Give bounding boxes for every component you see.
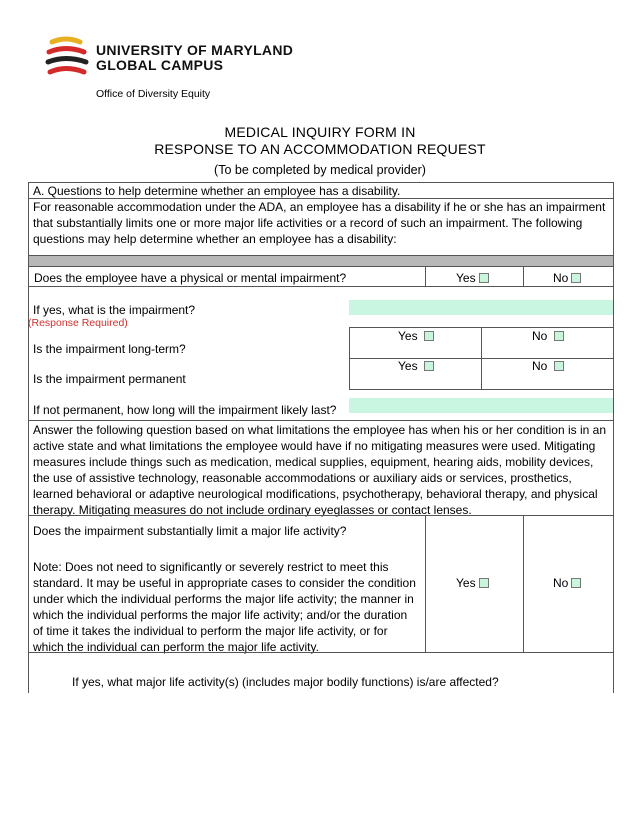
q-what-label: If yes, what is the impairment? (33, 303, 196, 317)
checkbox-icon[interactable] (424, 361, 434, 371)
checkbox-icon[interactable] (571, 273, 581, 283)
yes-label: Yes (398, 329, 418, 343)
q-permanent-label: Is the impairment permanent (33, 372, 186, 386)
checkbox-icon[interactable] (424, 331, 434, 341)
no-label: No (532, 359, 548, 373)
no-label: No (553, 576, 569, 590)
q-substantial-yes[interactable] (456, 575, 489, 591)
no-label: No (532, 329, 548, 343)
checkbox-icon[interactable] (571, 578, 581, 588)
university-logo (44, 36, 94, 82)
title-line1: MEDICAL INQUIRY FORM IN (224, 124, 416, 140)
q-long-term-yes[interactable] (398, 328, 434, 344)
q-impairment-label: Does the employee have a physical or mental impairment? (34, 271, 347, 285)
response-required: (Response Required) (28, 317, 128, 329)
gray-divider (29, 256, 613, 266)
q-substantial-label: Does the impairment substantially limit a major life activity? (33, 524, 347, 538)
logo-line2: GLOBAL CAMPUS (96, 57, 224, 73)
logo-line1: UNIVERSITY OF MARYLAND (96, 42, 294, 58)
section-a-intro: For reasonable accommodation under the ADA, an employee has a disability if he or she has an impairment that substantially limits one or more major life activities or a record of such an impairment. The following questions may help determine whether an employee has a disability: (33, 200, 606, 246)
office-name: Office of Diversity Equity (96, 88, 211, 100)
q-permanent-no[interactable] (532, 358, 564, 374)
section-a-heading: A. Questions to help determine whether an employee has a disability. (33, 184, 401, 198)
title-line2: RESPONSE TO AN ACCOMMODATION REQUEST (154, 141, 486, 157)
duration-input[interactable] (349, 398, 613, 413)
form-subtitle: (To be completed by medical provider) (214, 163, 426, 177)
q-long-term-no[interactable] (532, 328, 564, 344)
q-substantial-note: Note: Does not need to significantly or severely restrict to meet this standard. It may be useful in appropriate cases to consider the condition under which the individual performs the major life activity; the manner in which the individual performs the major life activity; and/or the duration of time it takes the individual to perform the major life activity, or for which the individual can perform the major life activity. (33, 560, 416, 654)
q-long-term-label: Is the impairment long-term? (33, 342, 186, 356)
no-label: No (553, 271, 569, 285)
q-substantial-no[interactable] (553, 575, 581, 591)
impairment-input[interactable] (349, 300, 613, 315)
mitigating-measures-text: Answer the following question based on what limitations the employee has when his or her condition is in an active state and what limitations the employee would have if no mitigating measures were used. Mitigating measures include things such as medication, medical supplies, equipment, hearing aids, mobility devices, the use of assistive technology, reasonable accommodations or auxiliary aids or services, prosthetics, learned behavioral or adaptive neurological modifications, psychotherapy, behavioral therapy, and physical therapy. Mitigating measures do not include ordinary eyeglasses or contact lenses. (33, 423, 606, 517)
q-impairment-no[interactable] (553, 270, 581, 286)
yes-label: Yes (456, 271, 476, 285)
checkbox-icon[interactable] (479, 578, 489, 588)
checkbox-icon[interactable] (554, 331, 564, 341)
q-impairment-yes[interactable] (456, 270, 489, 286)
checkbox-icon[interactable] (554, 361, 564, 371)
yes-label: Yes (398, 359, 418, 373)
q-activities-label: If yes, what major life activity(s) (includes major bodily functions) is/are affected? (72, 675, 499, 689)
q-how-long-label: If not permanent, how long will the impairment likely last? (33, 403, 337, 417)
logo-swoosh-icon (44, 36, 94, 82)
checkbox-icon[interactable] (479, 273, 489, 283)
q-permanent-yes[interactable] (398, 358, 434, 374)
yes-label: Yes (456, 576, 476, 590)
